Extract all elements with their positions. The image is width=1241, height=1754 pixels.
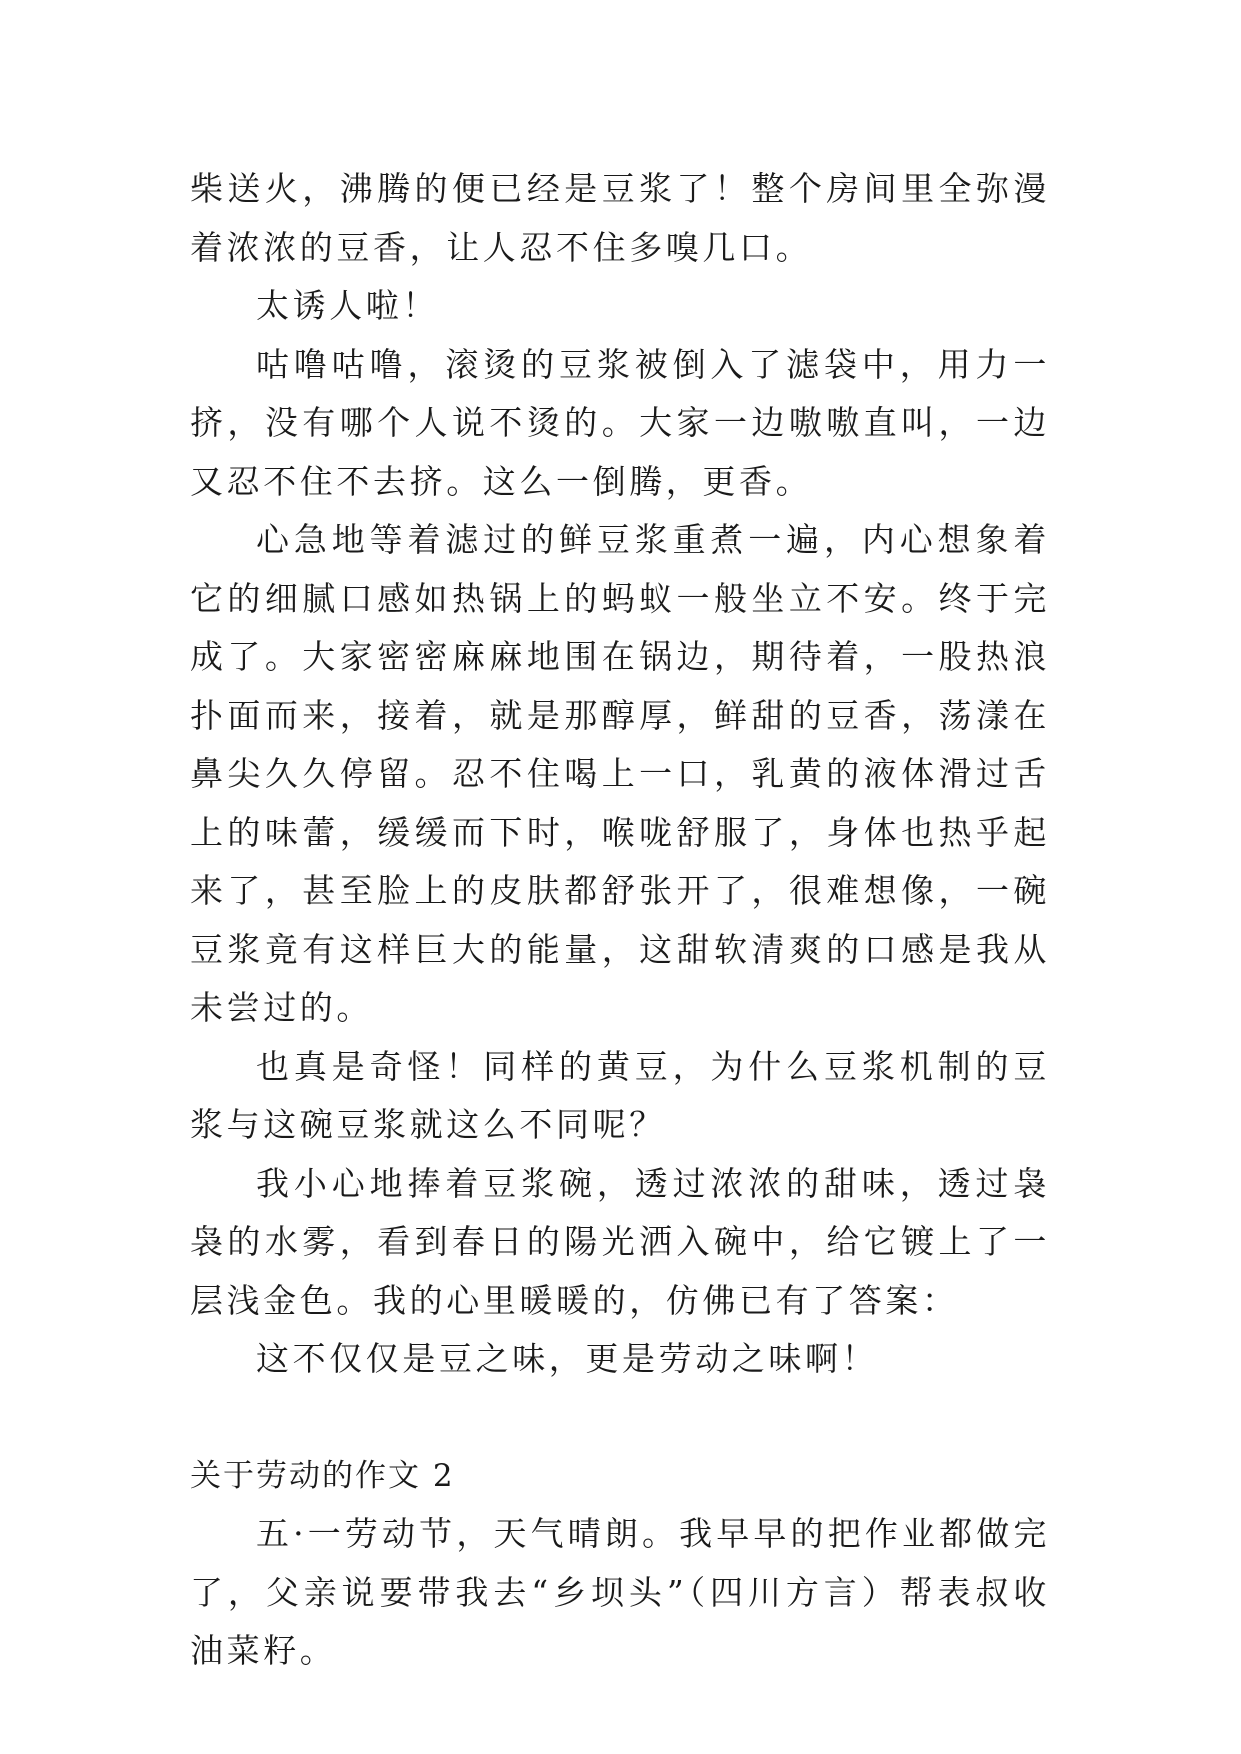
paragraph-3: 咕噜咕噜，滚烫的豆浆被倒入了滤袋中，用力一挤，没有哪个人说不烫的。大家一边嗷嗷直叫，一边又忍不住不去挤。这么一倒腾，更香。 <box>190 344 1050 501</box>
essay-2-paragraph-1: 五·一劳动节，天气晴朗。我早早的把作业都做完了，父亲说要带我去“乡坝头”（四川方言）帮表叔收油菜籽。 <box>190 1514 1050 1670</box>
paragraph-5: 也真是奇怪！同样的黄豆，为什么豆浆机制的豆浆与这碗豆浆就这么不同呢？ <box>190 1046 1050 1144</box>
paragraph-6: 我小心地捧着豆浆碗，透过浓浓的甜味，透过袅袅的水雾，看到春日的陽光洒入碗中，给它镀上了一层浅金色。我的心里暖暖的，仿佛已有了答案： <box>190 1163 1050 1320</box>
paragraph-4: 心急地等着滤过的鲜豆浆重煮一遍，内心想象着它的细腻口感如热锅上的蚂蚁一般坐立不安。终于完成了。大家密密麻麻地围在锅边，期待着，一股热浪扑面而来，接着，就是那醇厚，鲜甜的豆香，荡漾在鼻尖久久停留。忍不住喝上一口，乳黄的液体滑过舌上的味蕾，缓缓而下时，喉咙舒服了，身体也热乎起来了，甚至脸上的皮肤都舒张开了，很难想像，一碗豆浆竟有这样巨大的能量，这甜软清爽的口感是我从未尝过的。 <box>190 520 1050 1027</box>
essay-2-heading: 关于劳动的作文 2 <box>190 1457 455 1494</box>
paragraph-2: 太诱人啦！ <box>256 286 439 325</box>
paragraph-7: 这不仅仅是豆之味，更是劳动之味啊！ <box>256 1339 879 1378</box>
paragraph-1: 柴送火，沸腾的便已经是豆浆了！整个房间里全弥漫着浓浓的豆香，让人忍不住多嗅几口。 <box>190 169 1050 267</box>
document-body <box>190 160 1050 1681</box>
